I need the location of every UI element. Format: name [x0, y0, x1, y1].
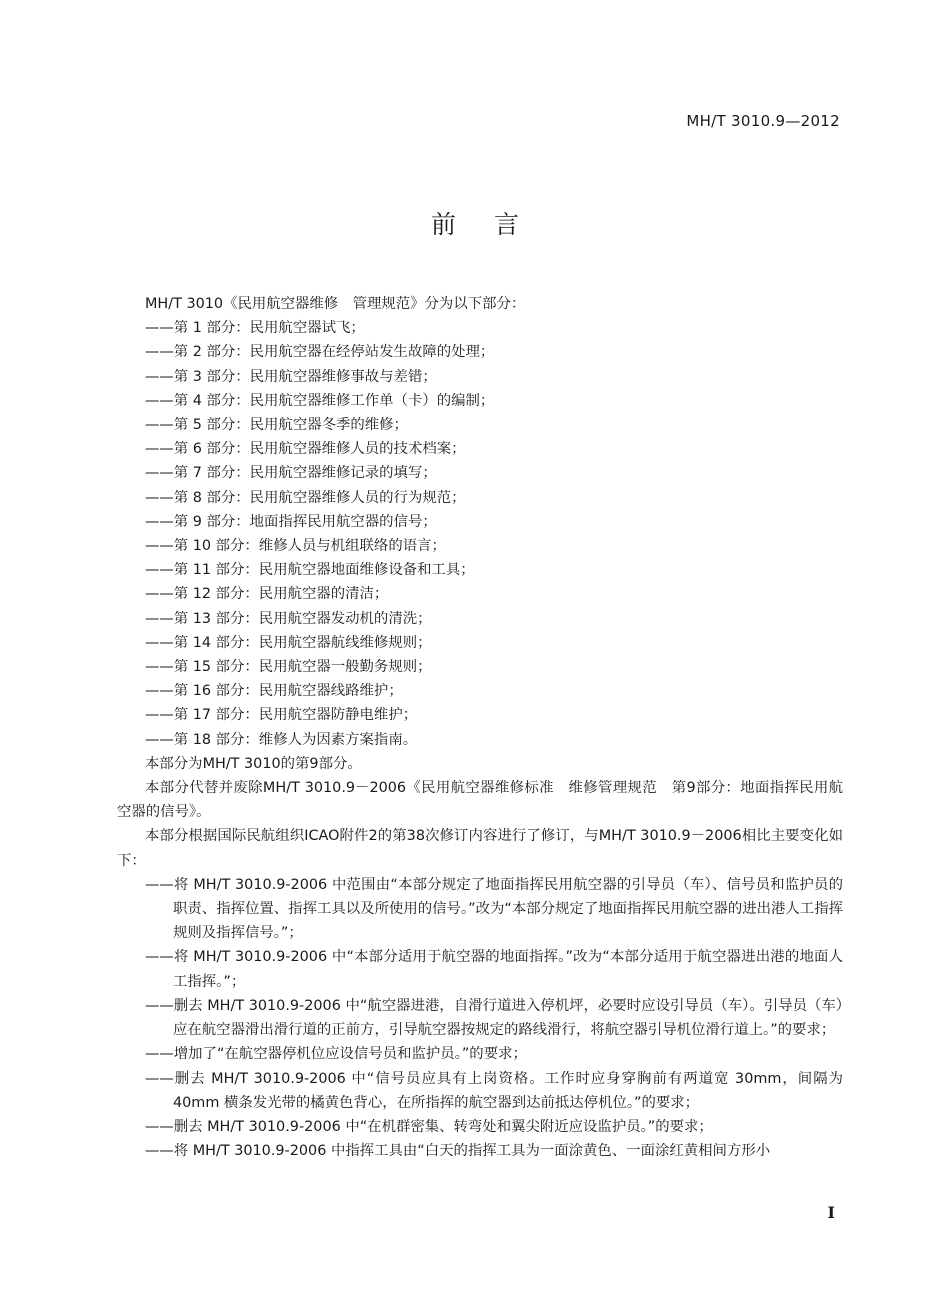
parts-list	[117, 316, 843, 752]
list-item: ——第 13 部分：民用航空器发动机的清洗；	[145, 610, 432, 627]
revision-paragraph: 本部分根据国际民航组织ICAO附件2的第38次修订内容进行了修订，与MH/T 3010.9－2006相比主要变化如下：	[117, 828, 843, 869]
list-item: ——将 MH/T 3010.9-2006 中“本部分适用于航空器的地面指挥。”改为“本部分适用于航空器进出港的地面人工指挥。”；	[145, 949, 843, 990]
replaces-paragraph: 本部分代替并废除MH/T 3010.9－2006《民用航空器维修标准 维修管理规范 第9部分：地面指挥民用航空器的信号》。	[117, 780, 843, 821]
list-item: ——将 MH/T 3010.9-2006 中范围由“本部分规定了地面指挥民用航空器的引导员（车）、信号员和监护员的职责、指挥位置、指挥工具以及所使用的信号。”改为“本部分规定了地面指挥民用航空器的进出港人工指挥规则及指挥信号。”；	[145, 876, 843, 942]
list-item: ——第 7 部分：民用航空器维修记录的填写；	[145, 465, 437, 482]
list-item: ——第 17 部分：民用航空器防静电维护；	[145, 707, 418, 724]
list-item: ——将 MH/T 3010.9-2006 中指挥工具由“白天的指挥工具为一面涂黄色、一面涂红黄相间方形小	[145, 1143, 771, 1160]
list-item: ——第 16 部分：民用航空器线路维护；	[145, 683, 403, 700]
list-item: ——第 6 部分：民用航空器维修人员的技术档案；	[145, 441, 466, 458]
list-item: ——第 14 部分：民用航空器航线维修规则；	[145, 634, 432, 651]
this-part-paragraph: 本部分为MH/T 3010的第9部分。	[145, 755, 362, 772]
list-item: ——第 1 部分：民用航空器试飞；	[145, 320, 365, 337]
list-item: ——删去 MH/T 3010.9-2006 中“在机群密集、转弯处和翼尖附近应设监护员。”的要求；	[145, 1118, 713, 1135]
list-item: ——第 12 部分：民用航空器的清洁；	[145, 586, 389, 603]
list-item: ——删去 MH/T 3010.9-2006 中“信号员应具有上岗资格。工作时应身穿胸前有两道宽 30mm，间隔为 40mm 横条发光带的橘黄色背心，在所指挥的航空器到达前抵达停机位。”的要求；	[145, 1070, 843, 1111]
list-item: ——第 8 部分：民用航空器维修人员的行为规范；	[145, 489, 466, 506]
list-item: ——删去 MH/T 3010.9-2006 中“航空器进港，自滑行道进入停机坪，必要时应设引导员（车）。引导员（车）应在航空器滑出滑行道的正前方，引导航空器按规定的路线滑行，将航空器引导机位滑行道上。”的要求；	[145, 997, 843, 1039]
list-item: ——第 4 部分：民用航空器维修工作单（卡）的编制；	[145, 392, 495, 409]
list-item: ——第 2 部分：民用航空器在经停站发生故障的处理；	[145, 344, 495, 361]
foreword-body	[117, 292, 843, 1163]
list-item: ——第 15 部分：民用航空器一般勤务规则；	[145, 659, 432, 676]
intro-paragraph: MH/T 3010《民用航空器维修 管理规范》分为以下部分：	[145, 296, 526, 312]
list-item: ——第 9 部分：地面指挥民用航空器的信号；	[145, 513, 437, 530]
list-item: ——第 18 部分：维修人为因素方案指南。	[145, 731, 418, 748]
list-item: ——第 3 部分：民用航空器维修事故与差错；	[145, 368, 437, 385]
changes-list	[117, 873, 843, 1163]
standard-number: MH/T 3010.9—2012	[686, 112, 840, 130]
list-item: ——增加了“在航空器停机位应设信号员和监护员。”的要求；	[145, 1046, 527, 1063]
list-item: ——第 10 部分：维修人员与机组联络的语言；	[145, 538, 446, 555]
page-number: I	[827, 1203, 835, 1222]
list-item: ——第 11 部分：民用航空器地面维修设备和工具；	[145, 562, 475, 579]
list-item: ——第 5 部分：民用航空器冬季的维修；	[145, 417, 408, 434]
page-title: 前言	[430, 210, 557, 239]
